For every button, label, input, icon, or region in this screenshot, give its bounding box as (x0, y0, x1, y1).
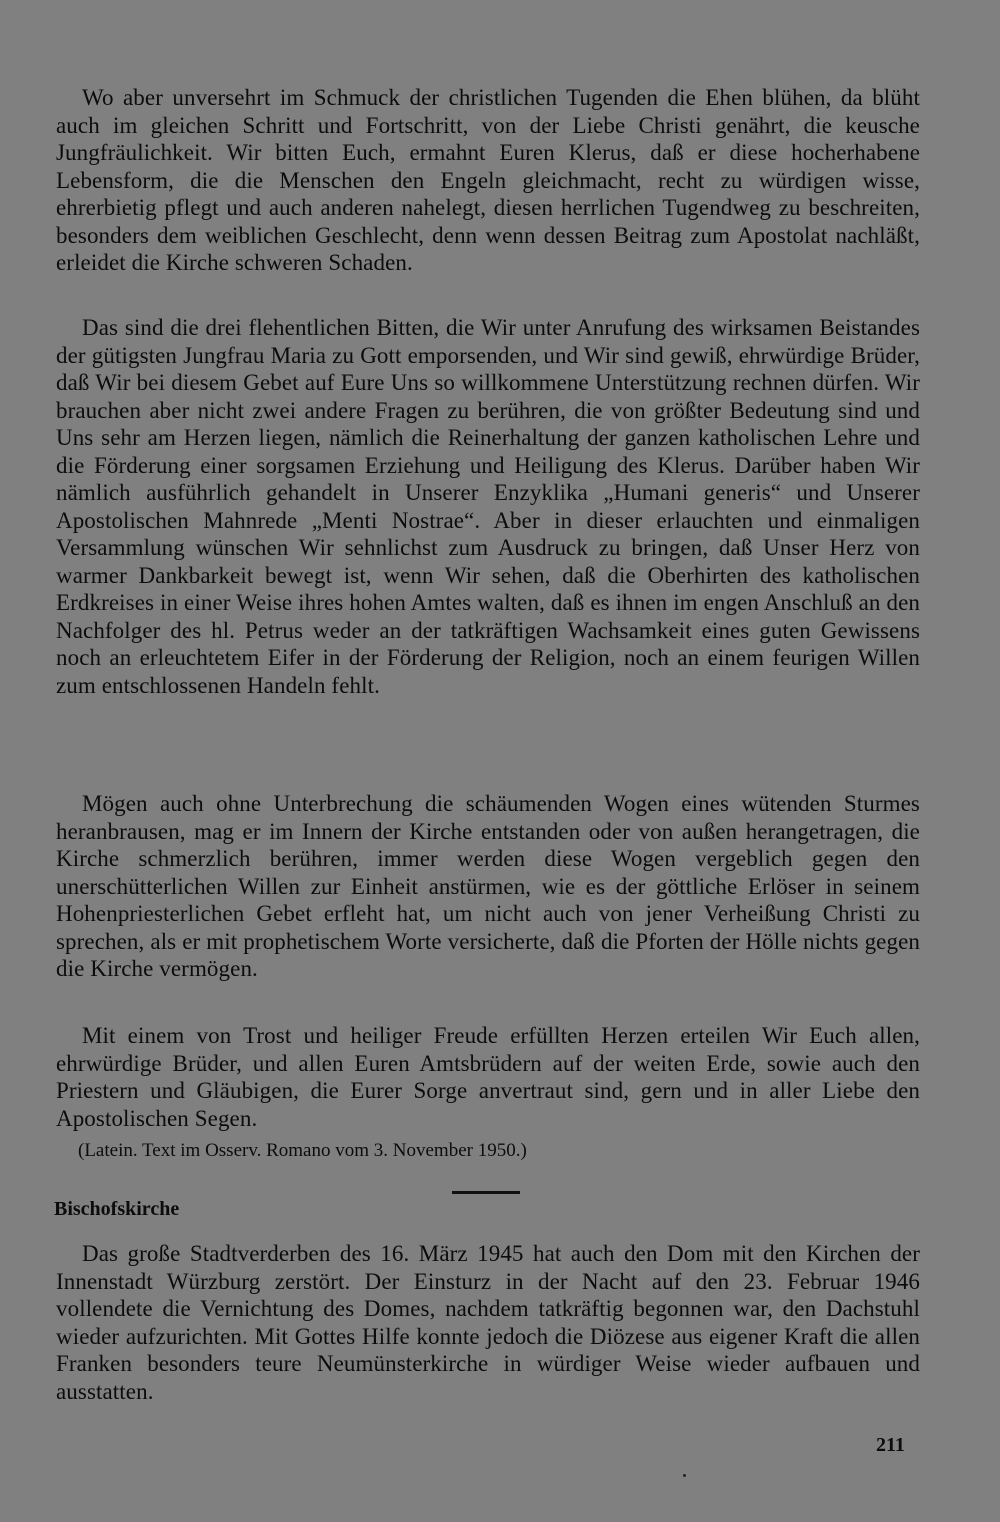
section-heading: Bischofskirche (54, 1198, 180, 1220)
section-paragraph: Das große Stadtverderben des 16. März 1945 hat auch den Dom mit den Kirchen der Innenstadt Würzburg zerstört. Der Einsturz in der Nacht auf den 23. Februar 1946 vollendete die Vernichtung des Domes, nachdem tatkräftig begonnen war, den Dachstuhl wieder aufzurichten. Mit Gottes Hilfe konnte jedoch die Diözese aus eigener Kraft die allen Franken besonders teure Neumünsterkirche in würdiger Weise wieder aufbauen und ausstatten. (56, 1241, 920, 1404)
page-number: 211 (876, 1434, 905, 1456)
section-divider (452, 1191, 520, 1194)
body-paragraph: Mit einem von Trost und heiliger Freude erfüllten Herzen erteilen Wir Euch allen, ehrwürdige Brüder, und allen Euren Amtsbrüdern auf der weiten Erde, sowie auch den Priestern und Gläubigen, die Eurer Sorge anvertraut sind, gern und in aller Liebe den Apostolischen Segen. (56, 1023, 920, 1131)
body-paragraph: Das sind die drei flehentlichen Bitten, die Wir unter Anrufung des wirksamen Beistandes der gütigsten Jungfrau Maria zu Gott emporsenden, und Wir sind gewiß, ehrwürdige Brüder, daß Wir bei diesem Gebet auf Eure Uns so willkommene Unterstützung rechnen dürfen. Wir brauchen aber nicht zwei andere Fragen zu berühren, die von größter Bedeutung sind und Uns sehr am Herzen liegen, nämlich die Reinerhaltung der ganzen katholischen Lehre und die Förderung einer sorgsamen Erziehung und Heiligung des Klerus. Darüber haben Wir nämlich ausführlich gehandelt in Unserer Enzyklika „Humani generis“ und Unserer Apostolischen Mahnrede „Menti Nostrae“. Aber in dieser erlauchten und einmaligen Versammlung wünschen Wir sehnlichst zum Ausdruck zu bringen, daß Unser Herz von warmer Dankbarkeit bewegt ist, wenn Wir sehen, daß die Oberhirten des katholischen Erdkreises in einer Weise ihres hohen Amtes walten, daß es ihnen im engen Anschluß an den Nachfolger des hl. Petrus weder an der tatkräftigen Wachsamkeit eines guten Gewissens noch an erleuchtetem Eifer in der Förderung der Religion, noch an einem feurigen Willen zum entschlossenen Handeln fehlt. (56, 315, 920, 698)
print-speck (683, 1474, 686, 1477)
body-paragraph: Wo aber unversehrt im Schmuck der christlichen Tugenden die Ehen blühen, da blüht auch im gleichen Schritt und Fortschritt, von der Liebe Christi genährt, die keusche Jungfräulichkeit. Wir bitten Euch, ermahnt Euren Klerus, daß er diese hocherhabene Lebensform, die die Menschen den Engeln gleichmacht, recht zu würdigen wisse, ehrerbietig pflegt und auch anderen nahelegt, diesen herrlichen Tugendweg zu beschreiten, besonders dem weiblichen Geschlecht, denn wenn dessen Beitrag zum Apostolat nachläßt, erleidet die Kirche schweren Schaden. (56, 85, 920, 275)
source-note: (Latein. Text im Osserv. Romano vom 3. November 1950.) (78, 1140, 527, 1161)
body-paragraph: Mögen auch ohne Unterbrechung die schäumenden Wogen eines wütenden Sturmes heranbrausen, mag er im Innern der Kirche entstanden oder von außen herangetragen, die Kirche schmerzlich berühren, immer werden diese Wogen vergeblich gegen den unerschütterlichen Willen zur Einheit anstürmen, wie es der göttliche Erlöser in seinem Hohenpriesterlichen Gebet erfleht hat, um nicht auch von jener Verheißung Christi zu sprechen, als er mit prophetischem Worte versicherte, daß die Pforten der Hölle nichts gegen die Kirche vermögen. (56, 791, 920, 981)
